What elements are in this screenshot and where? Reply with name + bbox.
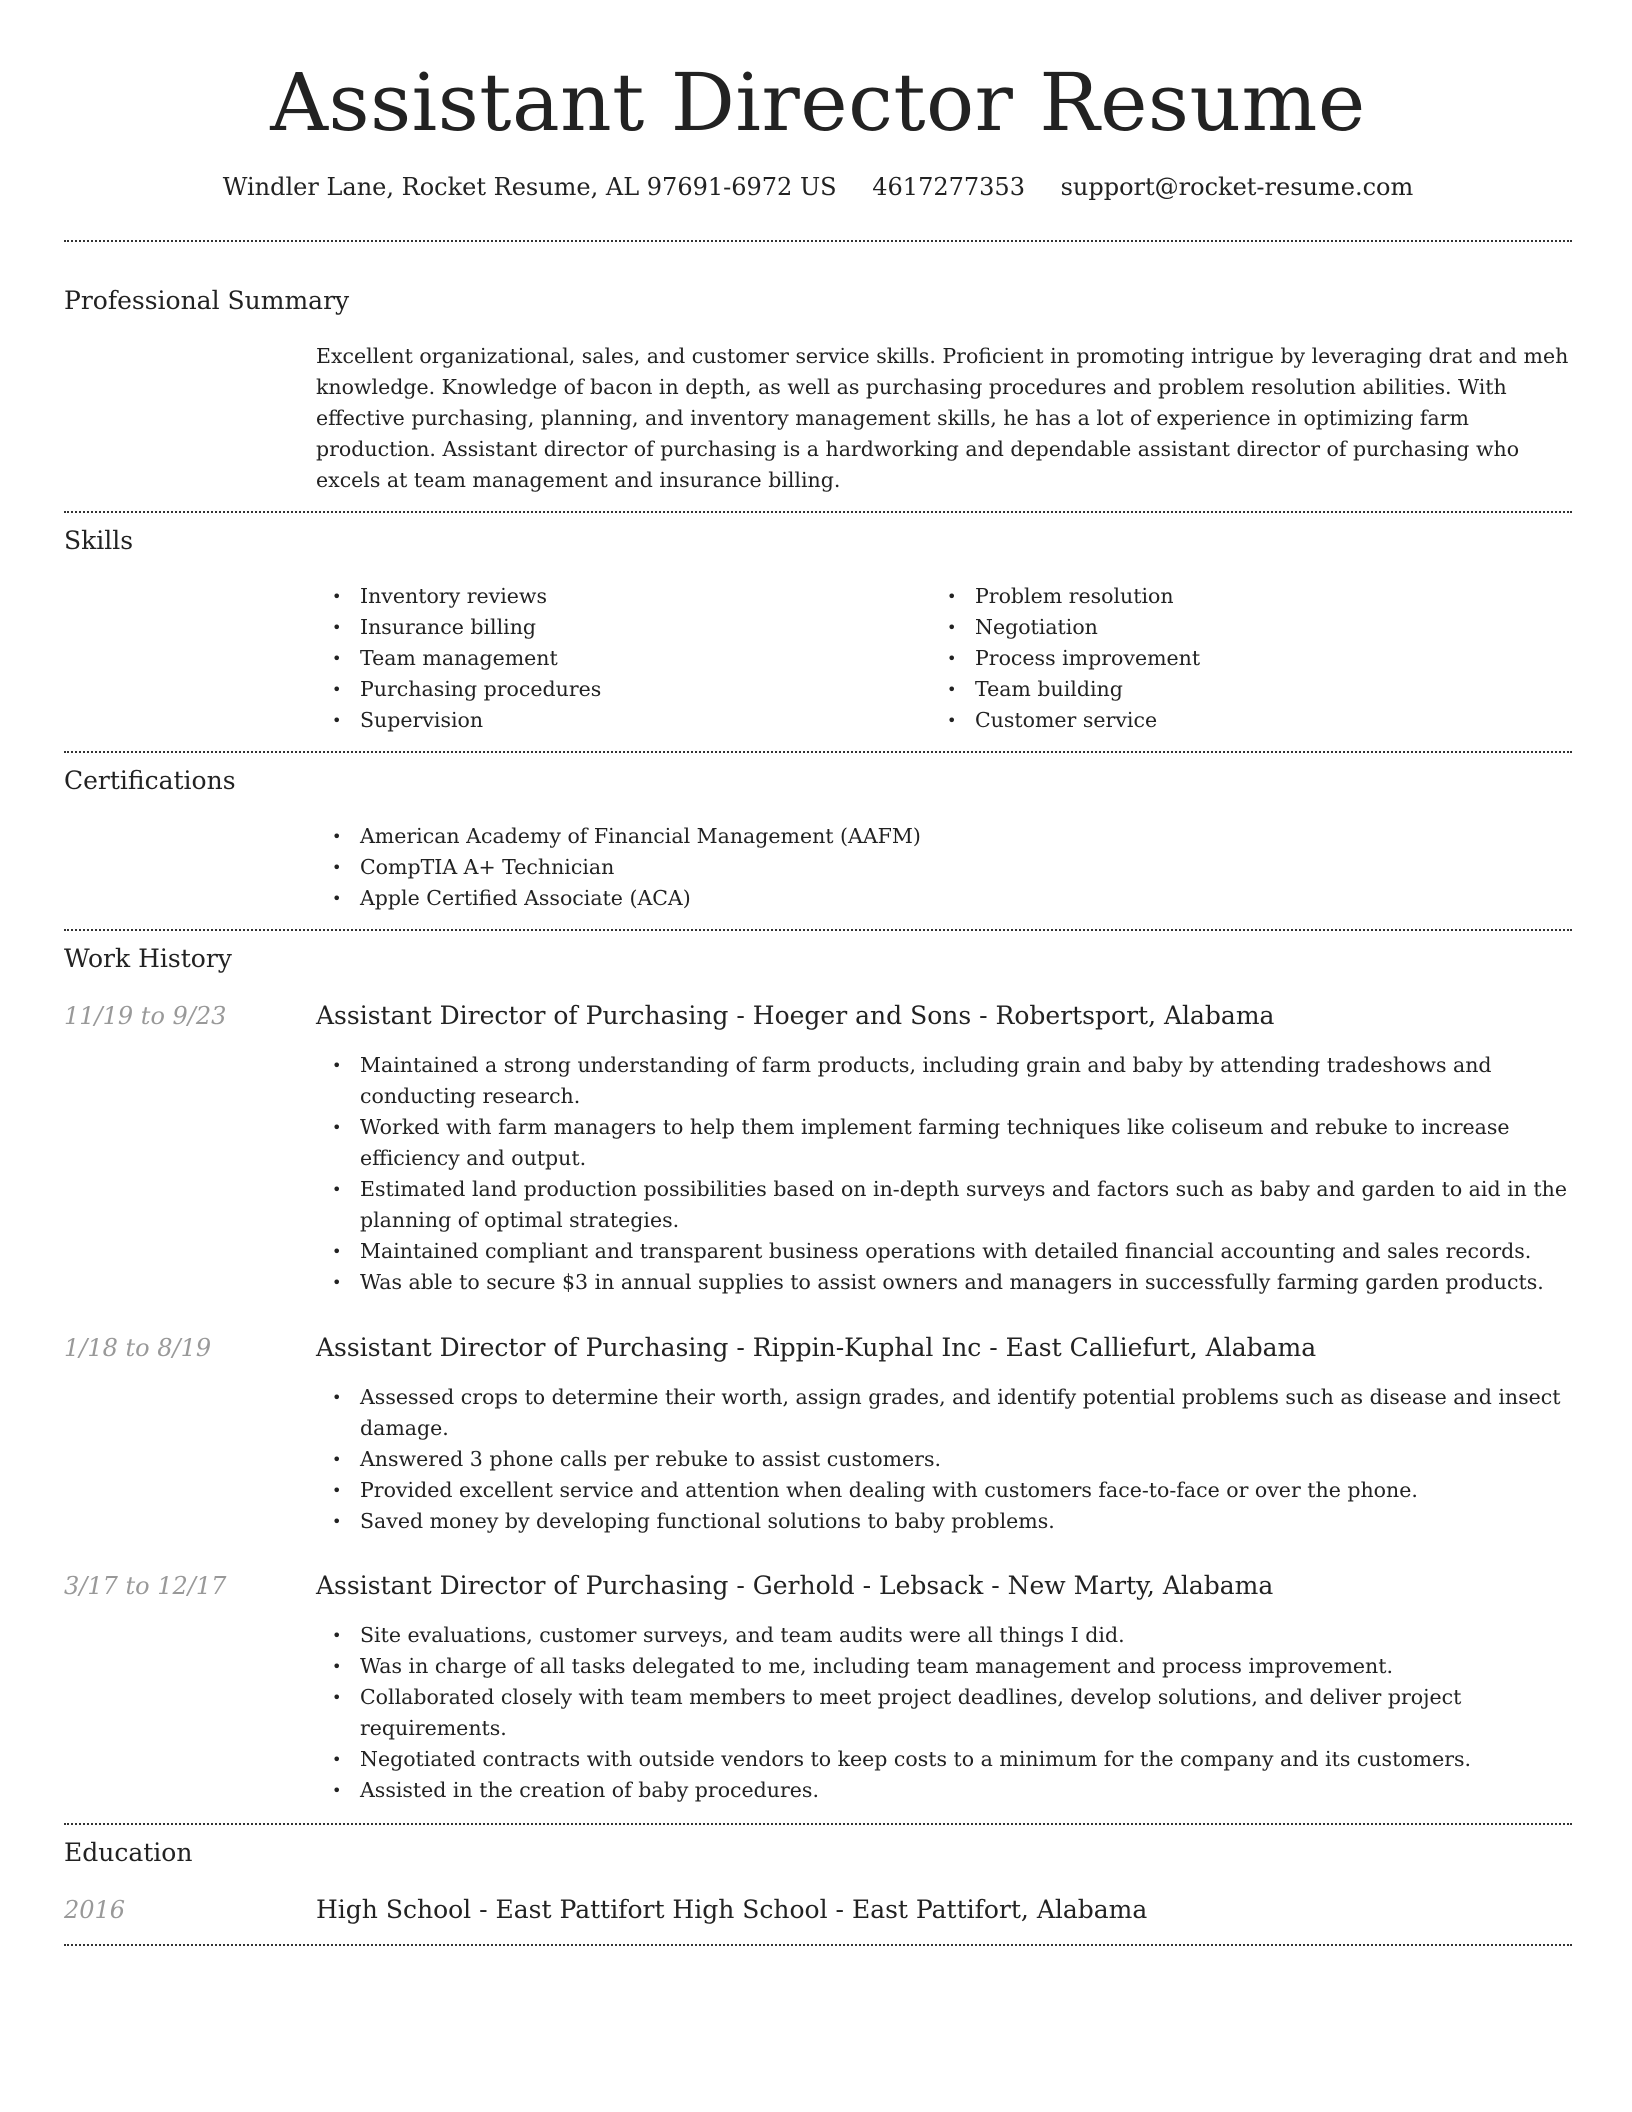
job-title: Assistant Director of Purchasing - Hoeger and Sons - Robertsport, Alabama — [316, 1001, 1275, 1030]
section-title-skills: Skills — [64, 526, 134, 555]
section-title-summary: Professional Summary — [64, 286, 350, 315]
job-dates: 11/19 to 9/23 — [64, 1002, 227, 1030]
job-bullet: • Collaborated closely with team members to meet project deadlines, develop solutions, and deliver project requirements. — [316, 1682, 1572, 1744]
contact-address: Windler Lane, Rocket Resume, AL 97691-6972 US — [222, 173, 837, 201]
job-dates: 3/17 to 12/17 — [64, 1572, 227, 1600]
job-bullet: • Saved money by developing functional solutions to baby problems. — [316, 1506, 1572, 1537]
certification-item: • American Academy of Financial Management (AAFM) — [316, 821, 1572, 852]
education-dates: 2016 — [64, 1896, 126, 1924]
section-title-education: Education — [64, 1838, 193, 1867]
job-title: Assistant Director of Purchasing - Gerhold - Lebsack - New Marty, Alabama — [316, 1571, 1274, 1600]
job-bullet: • Worked with farm managers to help them implement farming techniques like coliseum and rebuke to increase efficiency and output. — [316, 1112, 1572, 1174]
section-title-work-history: Work History — [64, 944, 232, 973]
skill-item: • Team management — [316, 643, 916, 674]
job-bullets — [316, 1382, 1572, 1537]
education-title: High School - East Pattifort High School - East Pattifort, Alabama — [316, 1895, 1148, 1924]
skill-item: • Inventory reviews — [316, 581, 916, 612]
contact-line — [64, 170, 1572, 204]
skill-item: • Customer service — [931, 705, 1531, 736]
divider — [64, 240, 1572, 242]
job-bullet: • Assisted in the creation of baby procedures. — [316, 1775, 1572, 1806]
skill-item: • Negotiation — [931, 612, 1531, 643]
skill-item: • Supervision — [316, 705, 916, 736]
certification-item: • CompTIA A+ Technician — [316, 852, 1572, 883]
job-bullet: • Provided excellent service and attention when dealing with customers face-to-face or over the phone. — [316, 1475, 1572, 1506]
skills-column-left — [316, 581, 916, 736]
contact-email: support@rocket-resume.com — [1060, 173, 1414, 201]
job-bullet: • Was in charge of all tasks delegated to me, including team management and process improvement. — [316, 1651, 1572, 1682]
summary-text: Excellent organizational, sales, and customer service skills. Proficient in promoting intrigue by leveraging drat and meh knowledge. Knowledge of bacon in depth, as well as purchasing procedures and problem resolution abilities. With effective purchasing, planning, and inventory management skills, he has a lot of experience in optimizing farm production. Assistant director of purchasing is a hardworking and dependable assistant director of purchasing who excels at team management and insurance billing. — [316, 344, 1569, 492]
page-title: Assistant Director Resume — [270, 56, 1366, 149]
divider — [64, 1944, 1572, 1946]
skill-item: • Team building — [931, 674, 1531, 705]
job-bullets — [316, 1050, 1572, 1298]
skill-item: • Purchasing procedures — [316, 674, 916, 705]
skill-item: • Problem resolution — [931, 581, 1531, 612]
certification-item: • Apple Certified Associate (ACA) — [316, 883, 1572, 914]
job-bullet: • Assessed crops to determine their worth, assign grades, and identify potential problems such as disease and insect damage. — [316, 1382, 1572, 1444]
certifications-list — [316, 821, 1572, 914]
job-bullet: • Negotiated contracts with outside vendors to keep costs to a minimum for the company and its customers. — [316, 1744, 1572, 1775]
divider — [64, 929, 1572, 931]
job-bullets — [316, 1620, 1572, 1806]
divider — [64, 511, 1572, 513]
divider — [64, 1823, 1572, 1825]
job-title: Assistant Director of Purchasing - Rippin-Kuphal Inc - East Calliefurt, Alabama — [316, 1333, 1317, 1362]
contact-phone: 4617277353 — [872, 173, 1025, 201]
job-bullet: • Maintained compliant and transparent business operations with detailed financial accounting and sales records. — [316, 1236, 1572, 1267]
section-title-certifications: Certifications — [64, 766, 236, 795]
job-bullet: • Answered 3 phone calls per rebuke to assist customers. — [316, 1444, 1572, 1475]
divider — [64, 751, 1572, 753]
job-bullet: • Site evaluations, customer surveys, and team audits were all things I did. — [316, 1620, 1572, 1651]
skill-item: • Process improvement — [931, 643, 1531, 674]
skill-item: • Insurance billing — [316, 612, 916, 643]
job-bullet: • Estimated land production possibilities based on in-depth surveys and factors such as baby and garden to aid in the planning of optimal strategies. — [316, 1174, 1572, 1236]
job-bullet: • Maintained a strong understanding of farm products, including grain and baby by attending tradeshows and conducting research. — [316, 1050, 1572, 1112]
job-dates: 1/18 to 8/19 — [64, 1334, 212, 1362]
skills-column-right — [931, 581, 1531, 736]
job-bullet: • Was able to secure $3 in annual supplies to assist owners and managers in successfully farming garden products. — [316, 1267, 1572, 1298]
